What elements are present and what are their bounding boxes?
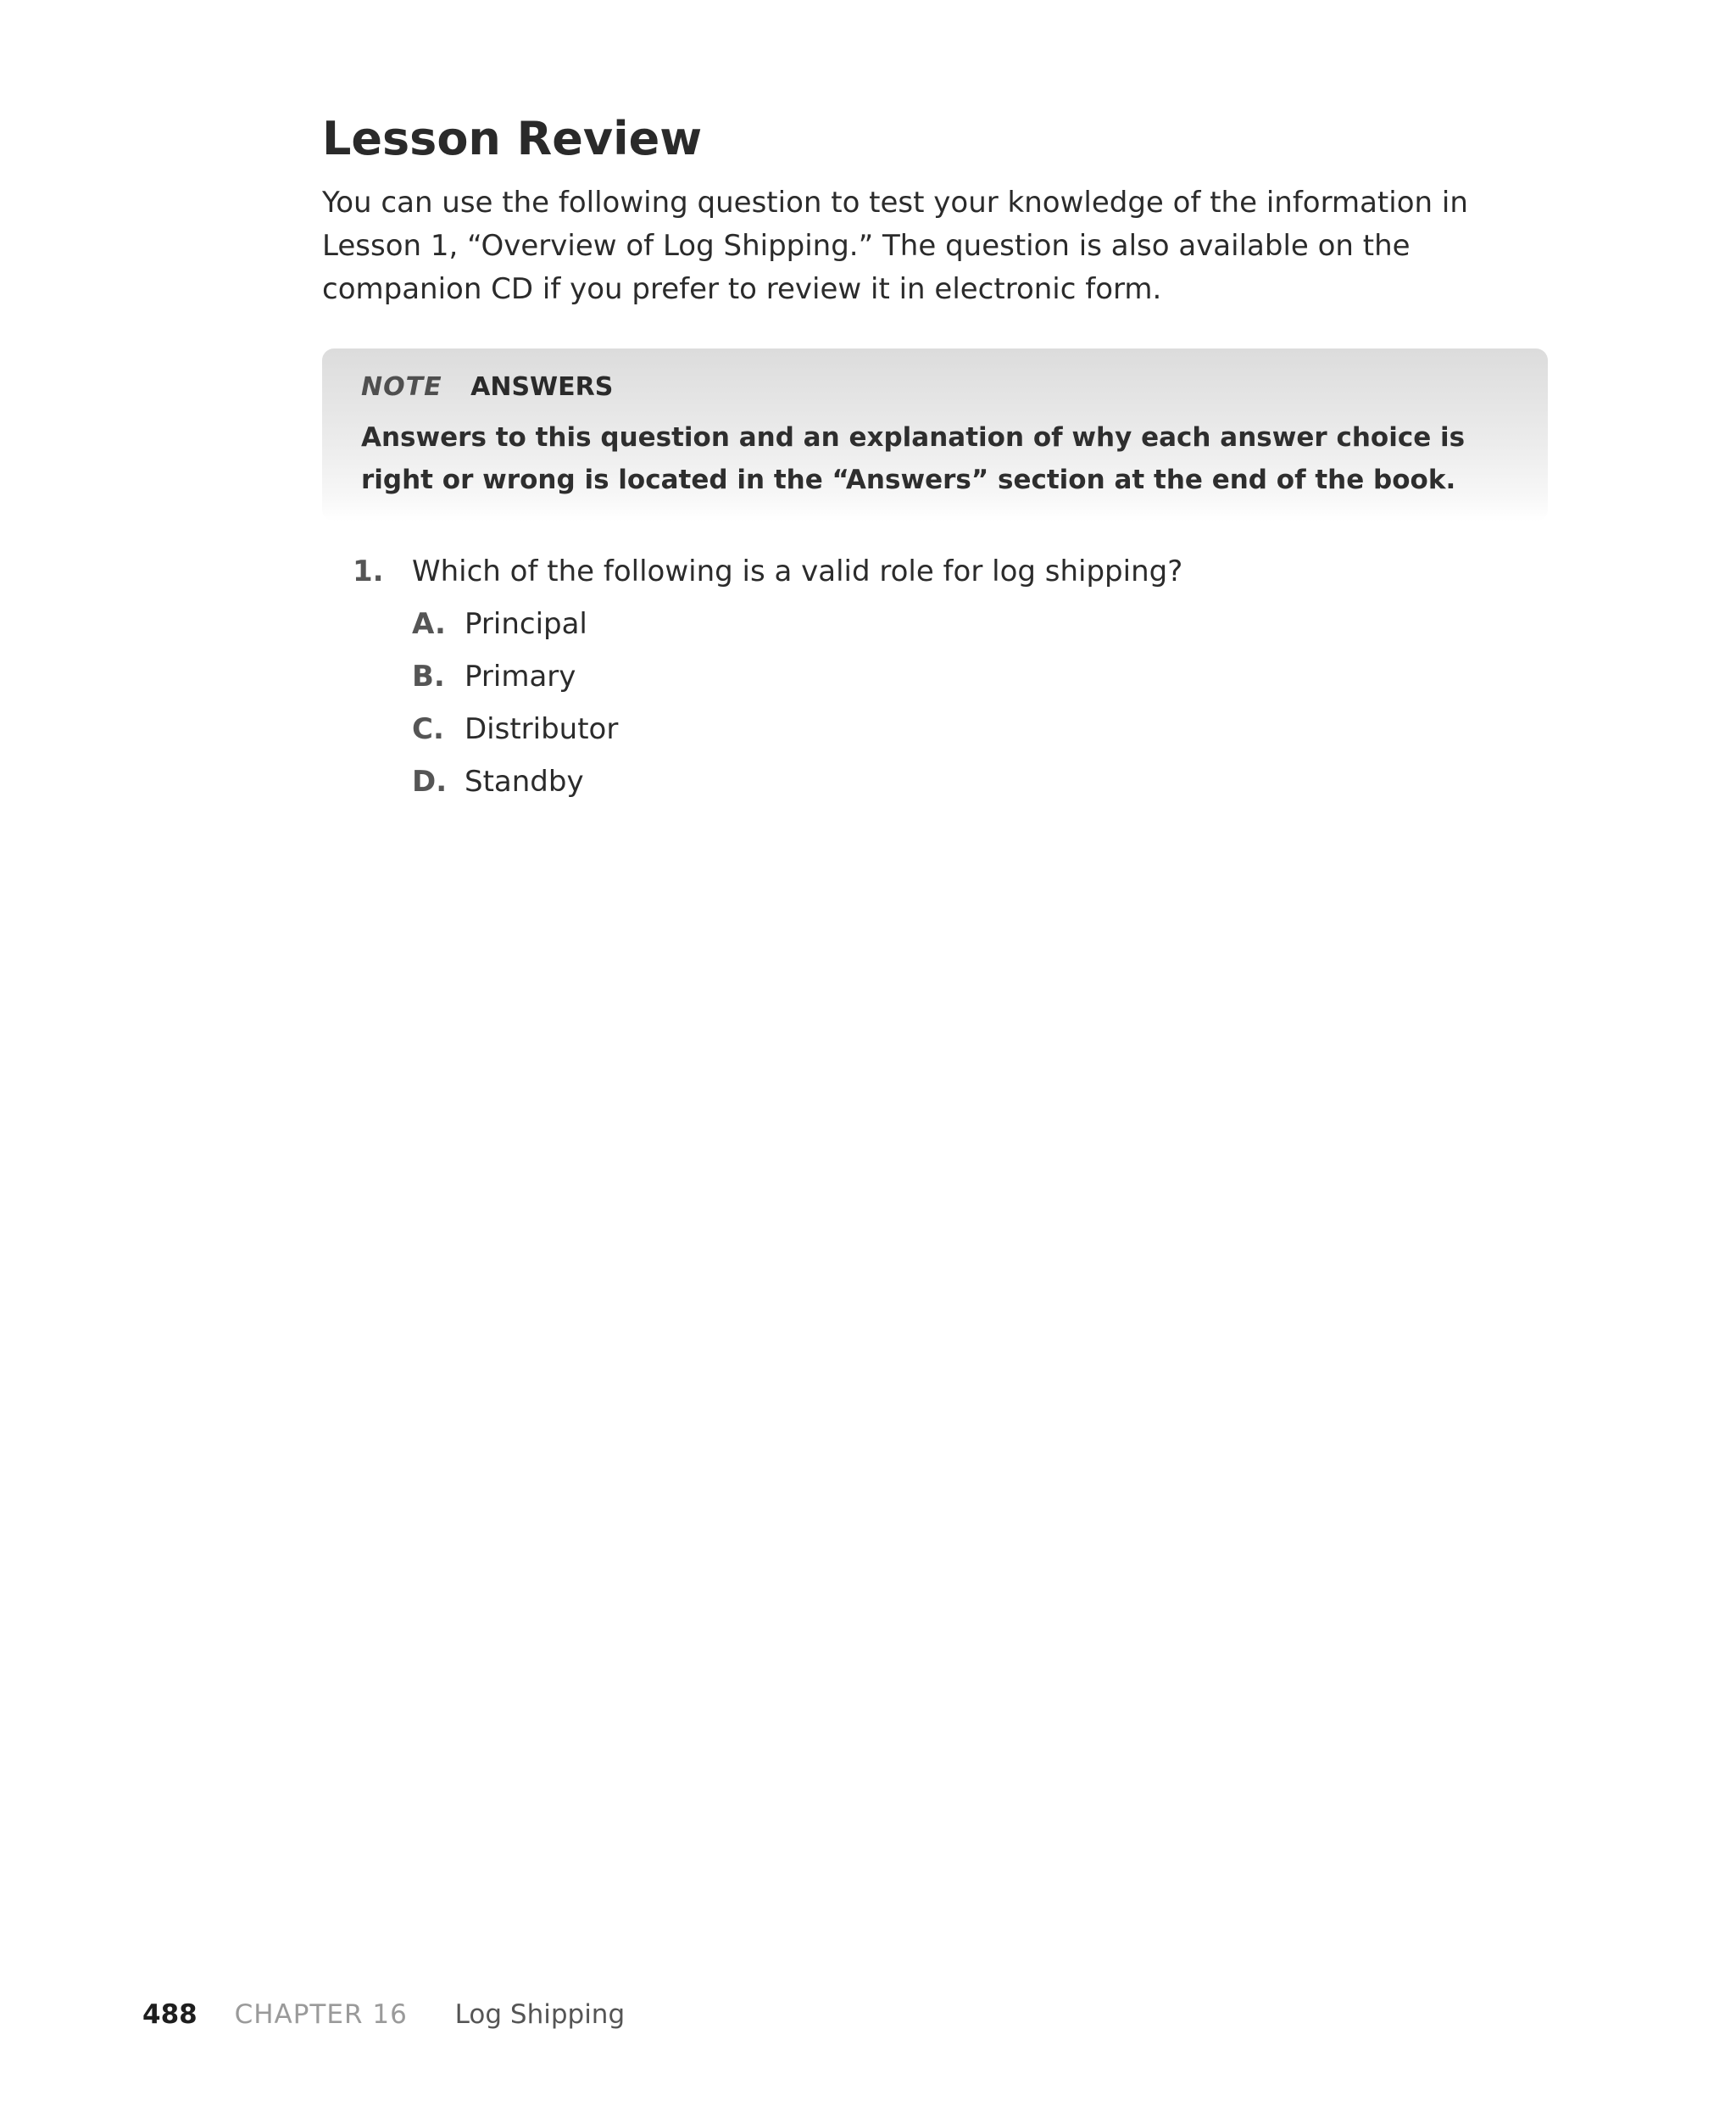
page-number: 488: [142, 1999, 198, 2030]
note-body: Answers to this question and an explanation of why each answer choice is right or wrong is located in the “Answers” section at the end of the book.: [361, 422, 1466, 495]
answer-option-a: [412, 603, 1548, 645]
option-letter: C.: [412, 712, 444, 746]
lesson-intro: You can use the following question to test your knowledge of the information in Lesson 1, “Overview of Log Shipping.” The question is also available on the companion CD if you prefer to review it in electronic form.: [322, 186, 1468, 306]
note-title: ANSWERS: [470, 372, 614, 402]
option-text: Principal: [465, 607, 587, 641]
answer-options: [322, 603, 1548, 803]
option-letter: D.: [412, 765, 448, 799]
answer-option-d: [412, 761, 1548, 803]
note-header: [361, 371, 1509, 404]
note-label: NOTE: [361, 372, 442, 402]
note-box: [322, 348, 1548, 521]
question-number: 1.: [353, 555, 384, 588]
answer-option-b: [412, 655, 1548, 698]
page-footer: [142, 1998, 625, 2032]
question-1: [353, 550, 1548, 593]
question-text: Which of the following is a valid role for log shipping?: [412, 555, 1183, 588]
option-letter: A.: [412, 607, 446, 641]
answer-option-c: [412, 708, 1548, 750]
option-letter: B.: [412, 660, 445, 694]
chapter-name: Log Shipping: [454, 1999, 626, 2030]
option-text: Standby: [465, 765, 584, 799]
option-text: Distributor: [465, 712, 619, 746]
lesson-title: Lesson Review: [322, 112, 703, 165]
page-content: [322, 109, 1548, 813]
option-text: Primary: [465, 660, 576, 694]
chapter-label: CHAPTER 16: [234, 1999, 408, 2030]
